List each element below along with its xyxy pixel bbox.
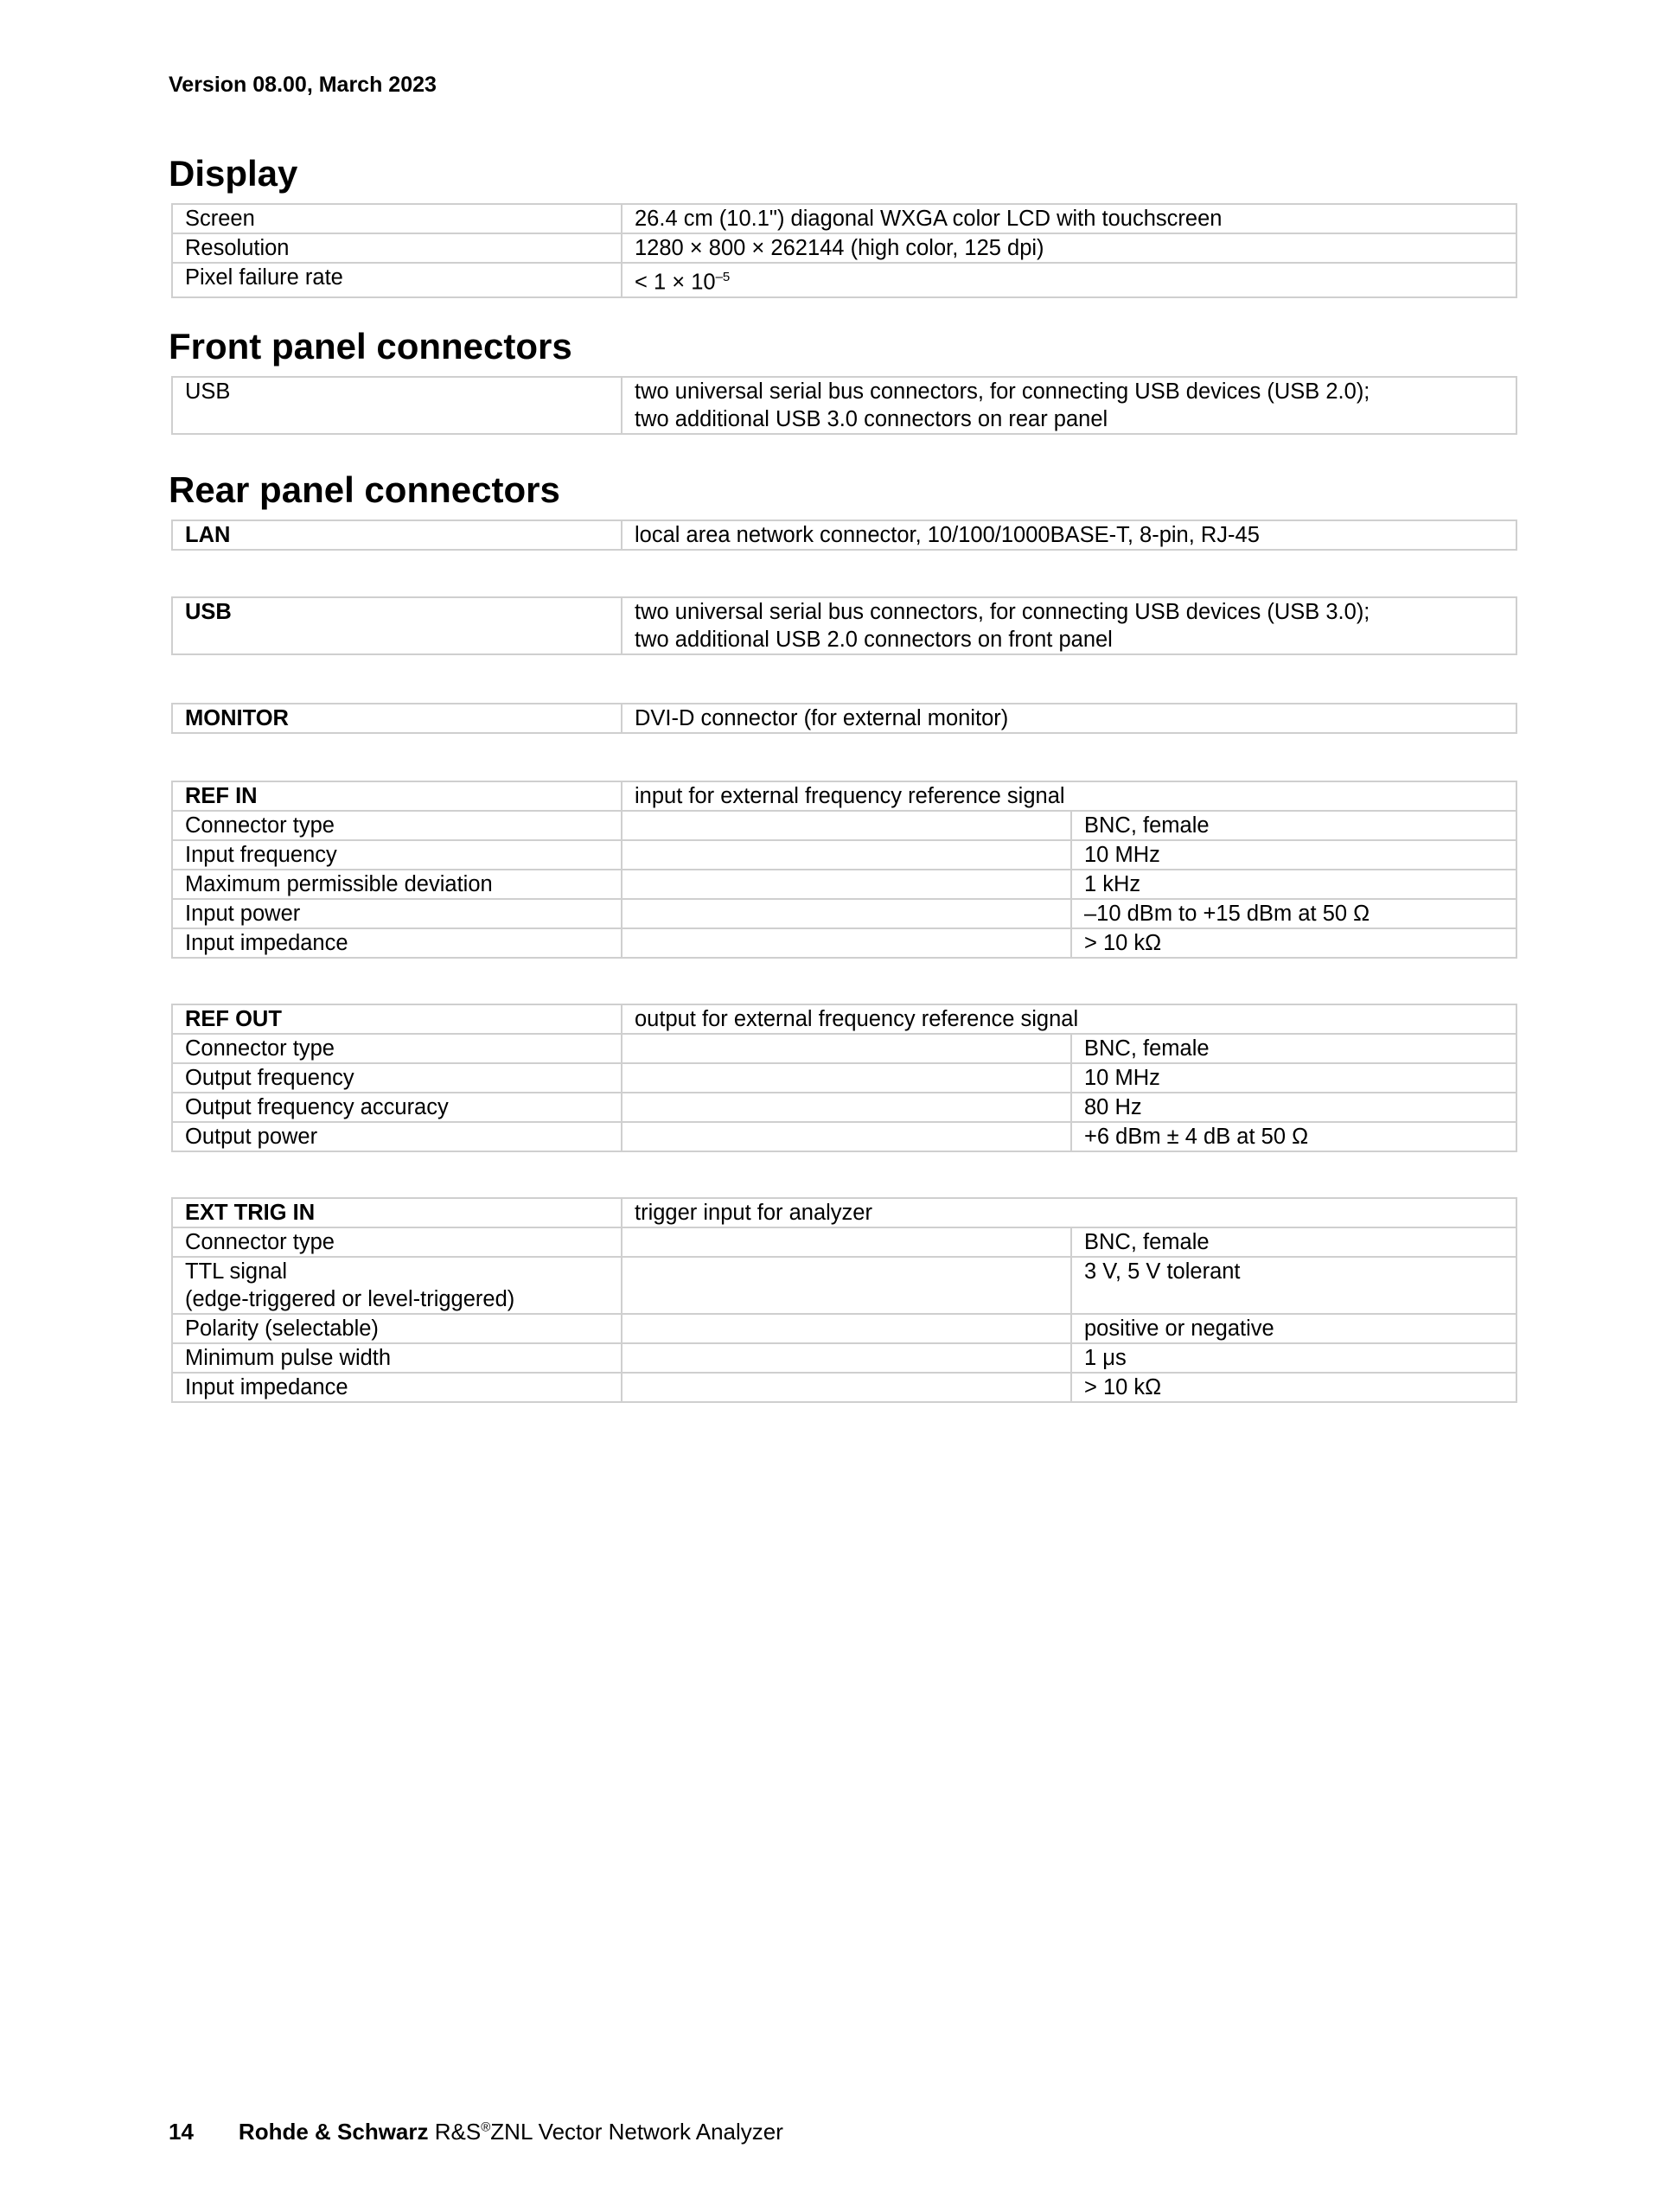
table-row [172, 263, 1516, 297]
page-number: 14 [169, 2119, 194, 2145]
spec-value-line: two universal serial bus connectors, for connecting USB devices (USB 3.0); [635, 600, 1370, 624]
spec-value: positive or negative [1071, 1314, 1516, 1343]
spec-label: Polarity (selectable) [172, 1314, 622, 1343]
rear-lan-table [171, 520, 1517, 551]
spec-value: 3 V, 5 V tolerant [1071, 1257, 1516, 1314]
table-row [172, 1227, 1516, 1257]
rear-usb-table [171, 596, 1517, 655]
spec-value: 10 MHz [1071, 1063, 1516, 1093]
spec-empty [622, 811, 1071, 840]
spec-label: Connector type [172, 811, 622, 840]
front-usb-table [171, 376, 1517, 435]
spec-label: MONITOR [172, 704, 622, 733]
spec-value: 10 MHz [1071, 840, 1516, 870]
table-row [172, 1034, 1516, 1063]
spec-label: LAN [172, 520, 622, 550]
spec-empty [622, 1034, 1071, 1063]
spec-empty [622, 1314, 1071, 1343]
table-row [172, 1373, 1516, 1402]
registered-mark: ® [481, 2120, 491, 2135]
section-title-rear-panel: Rear panel connectors [169, 469, 560, 510]
spec-value: BNC, female [1071, 1034, 1516, 1063]
spec-empty [622, 1373, 1071, 1402]
spec-label: Output frequency accuracy [172, 1093, 622, 1122]
spec-value: local area network connector, 10/100/1000BASE-T, 8-pin, RJ-45 [622, 520, 1516, 550]
footer-product-prefix: R&S [434, 2119, 482, 2145]
display-table [171, 203, 1517, 298]
spec-description: input for external frequency reference signal [622, 781, 1516, 811]
table-row [172, 811, 1516, 840]
spec-value-exponent: –5 [715, 270, 731, 284]
section-title-front-panel: Front panel connectors [169, 326, 572, 367]
table-row [172, 377, 1516, 434]
version-header: Version 08.00, March 2023 [169, 73, 437, 97]
spec-value: –10 dBm to +15 dBm at 50 Ω [1071, 899, 1516, 928]
spec-value: 1 μs [1071, 1343, 1516, 1373]
table-row [172, 597, 1516, 654]
spec-label: USB [172, 597, 622, 654]
table-row [172, 928, 1516, 958]
table-row [172, 1343, 1516, 1373]
ref-out-table [171, 1004, 1517, 1152]
ext-trig-table [171, 1197, 1517, 1403]
spec-value-base: < 1 × 10 [635, 270, 716, 295]
spec-value-line: two universal serial bus connectors, for connecting USB devices (USB 2.0); [635, 379, 1370, 404]
spec-empty [622, 899, 1071, 928]
footer-brand: Rohde & Schwarz [238, 2119, 429, 2145]
spec-label: Minimum pulse width [172, 1343, 622, 1373]
section-title-display: Display [169, 153, 298, 194]
table-row [172, 204, 1516, 233]
footer-product: ZNL Vector Network Analyzer [490, 2119, 783, 2145]
table-row [172, 1198, 1516, 1227]
spec-label [172, 1257, 622, 1314]
spec-label: Connector type [172, 1034, 622, 1063]
table-row [172, 781, 1516, 811]
spec-label: Input frequency [172, 840, 622, 870]
spec-value-line: two additional USB 3.0 connectors on rear panel [635, 407, 1108, 431]
spec-value: 1280 × 800 × 262144 (high color, 125 dpi) [622, 233, 1516, 263]
rear-monitor-table [171, 703, 1517, 734]
spec-value: DVI-D connector (for external monitor) [622, 704, 1516, 733]
table-row [172, 870, 1516, 899]
spec-description: trigger input for analyzer [622, 1198, 1516, 1227]
spec-label: Connector type [172, 1227, 622, 1257]
spec-empty [622, 1257, 1071, 1314]
spec-value: +6 dBm ± 4 dB at 50 Ω [1071, 1122, 1516, 1151]
spec-label: Pixel failure rate [172, 263, 622, 297]
spec-empty [622, 870, 1071, 899]
table-row [172, 1314, 1516, 1343]
spec-value: BNC, female [1071, 1227, 1516, 1257]
spec-value-line: two additional USB 2.0 connectors on front panel [635, 628, 1113, 652]
spec-label: Output frequency [172, 1063, 622, 1093]
spec-value: 80 Hz [1071, 1093, 1516, 1122]
spec-label: Output power [172, 1122, 622, 1151]
table-row [172, 1257, 1516, 1314]
spec-value [622, 263, 1516, 297]
spec-value: BNC, female [1071, 811, 1516, 840]
spec-value: 1 kHz [1071, 870, 1516, 899]
spec-label: Maximum permissible deviation [172, 870, 622, 899]
table-row [172, 1063, 1516, 1093]
spec-value [622, 377, 1516, 434]
spec-empty [622, 1343, 1071, 1373]
spec-label: EXT TRIG IN [172, 1198, 622, 1227]
table-row [172, 899, 1516, 928]
spec-label: Screen [172, 204, 622, 233]
table-row [172, 704, 1516, 733]
spec-value [622, 597, 1516, 654]
table-row [172, 520, 1516, 550]
spec-label: USB [172, 377, 622, 434]
spec-value: > 10 kΩ [1071, 1373, 1516, 1402]
spec-label: Input impedance [172, 1373, 622, 1402]
spec-value: > 10 kΩ [1071, 928, 1516, 958]
ref-in-table [171, 781, 1517, 959]
spec-empty [622, 928, 1071, 958]
spec-value: 26.4 cm (10.1") diagonal WXGA color LCD with touchscreen [622, 204, 1516, 233]
table-row [172, 1093, 1516, 1122]
spec-empty [622, 1122, 1071, 1151]
spec-label-line: TTL signal [185, 1259, 288, 1284]
spec-empty [622, 1227, 1071, 1257]
spec-empty [622, 840, 1071, 870]
spec-label-line: (edge-triggered or level-triggered) [185, 1287, 515, 1311]
spec-label: REF OUT [172, 1004, 622, 1034]
spec-label: Resolution [172, 233, 622, 263]
spec-label: REF IN [172, 781, 622, 811]
spec-empty [622, 1063, 1071, 1093]
spec-description: output for external frequency reference signal [622, 1004, 1516, 1034]
table-row [172, 1122, 1516, 1151]
table-row [172, 1004, 1516, 1034]
spec-label: Input power [172, 899, 622, 928]
spec-label: Input impedance [172, 928, 622, 958]
spec-empty [622, 1093, 1071, 1122]
table-row [172, 233, 1516, 263]
table-row [172, 840, 1516, 870]
page-footer [169, 2119, 783, 2145]
